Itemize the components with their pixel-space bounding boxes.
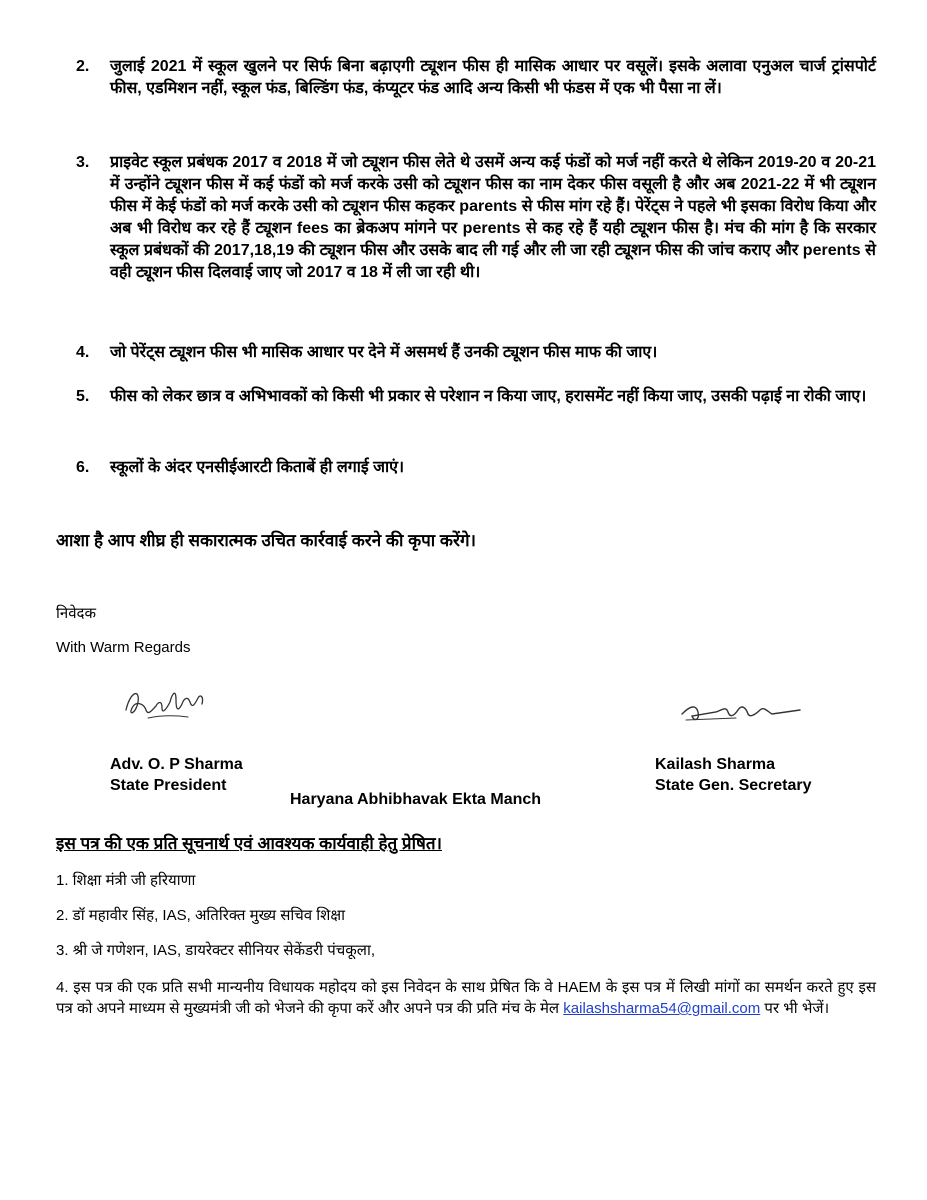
signer-right-title: State Gen. Secretary	[655, 777, 812, 794]
signer-left-name: Adv. O. P Sharma	[110, 756, 243, 773]
demand-item	[76, 386, 876, 408]
demand-text: प्राइवेट स्कूल प्रबंधक 2017 व 2018 में जो ट्यूशन फीस लेते थे उसमें अन्य कई फंडों को मर्ज नहीं करते थे लेकिन 2019-20 व 20-21 में उन्होंने ट्यूशन फीस में कई फंडों को मर्ज करके उसी को ट्यूशन फीस का नाम देकर फीस वसूली है और अब 2021-22 में भी ट्यूशन फीस में केई फंडों को मर्ज करके उसी को ट्यूशन फीस कहकर parents से फीस मांग रहे हैं। पेरेंट्स ने पहले भी इसका विरोध किया और अब भी विरोध कर रहे हैं ट्यूशन fees का ब्रेकअप मांगने पर perents से कह रहे हैं यही ट्यूशन फीस है। मंच की मांग है कि सरकार स्कूल प्रबंधकों की 2017,18,19 की ट्यूशन फीस और उसके बाद ली गई और ली जा रही ट्यूशन फीस की जांच कराए और perents से वही ट्यूशन फीस दिलवाई जाए जो 2017 व 18 में ली जा रही थी।	[110, 154, 876, 281]
email-link[interactable]: kailashsharma54@gmail.com	[563, 1000, 761, 1017]
demand-number: 6.	[76, 459, 90, 476]
demand-text: फीस को लेकर छात्र व अभिभावकों को किसी भी प्रकार से परेशान न किया जाए, हरासमेंट नहीं किया जाए, उसकी पढ़ाई ना रोकी जाए।	[110, 388, 867, 405]
signature-right	[676, 696, 806, 728]
signer-left	[110, 754, 243, 796]
closing-line: आशा है आप शीघ्र ही सकारात्मक उचित कार्रवाई करने की कृपा करेंगे।	[56, 531, 476, 550]
copy-to-item-text: 4. इस पत्र की एक प्रति सभी मान्यनीय विधायक महोदय को इस निवेदन के साथ प्रेषित कि वे HAEM के इस पत्र में लिखी मांगों का समर्थन करते हुए इस पत्र को अपने माध्यम से मुख्यमंत्री जी को भेजने की कृपा करें और अपने पत्र की प्रति मंच के मेल	[56, 979, 876, 1017]
demand-number: 3.	[76, 154, 90, 171]
copy-to-item-text-end: पर भी भेजें।	[760, 1000, 830, 1017]
demand-number: 5.	[76, 388, 90, 405]
copy-to-heading: इस पत्र की एक प्रति सूचनार्थ एवं आवश्यक कार्यवाही हेतु प्रेषित।	[56, 834, 442, 853]
signoff-english: With Warm Regards	[56, 639, 191, 656]
demand-text: स्कूलों के अंदर एनसीईआरटी किताबें ही लगाई जाएं।	[110, 459, 405, 476]
demand-item	[76, 56, 876, 100]
demand-item	[76, 457, 876, 479]
copy-to-item: 1. शिक्षा मंत्री जी हरियाणा	[56, 872, 196, 889]
demand-item	[76, 342, 876, 364]
demand-text: जुलाई 2021 में स्कूल खुलने पर सिर्फ बिना बढ़ाएगी ट्यूशन फीस ही मासिक आधार पर वसूलें। इसके अलावा एनुअल चार्ज ट्रांसपोर्ट फीस, एडमिशन नहीं, स्कूल फंड, बिल्डिंग फंड, कंप्यूटर फंड आदि अन्य किसी भी फंडस में एक भी पैसा ना लें।	[110, 58, 876, 97]
signer-left-title: State President	[110, 777, 227, 794]
demand-text: जो पेरेंट्स ट्यूशन फीस भी मासिक आधार पर देने में असमर्थ हैं उनकी ट्यूशन फीस माफ की जाए।	[110, 344, 658, 361]
signoff-hindi: निवेदक	[56, 605, 97, 622]
copy-to-item: 3. श्री जे गणेशन, IAS, डायरेक्टर सीनियर सेकेंडरी पंचकूला,	[56, 942, 375, 959]
copy-to-item: 2. डॉ महावीर सिंह, IAS, अतिरिक्त मुख्य सचिव शिक्षा	[56, 907, 346, 924]
demand-number: 2.	[76, 58, 90, 75]
signature-left	[118, 680, 208, 728]
demand-item	[76, 152, 876, 284]
signer-right	[655, 754, 812, 796]
signer-right-name: Kailash Sharma	[655, 756, 776, 773]
organization-name: Haryana Abhibhavak Ekta Manch	[290, 791, 542, 808]
demand-number: 4.	[76, 344, 90, 361]
copy-to-item	[56, 977, 876, 1019]
